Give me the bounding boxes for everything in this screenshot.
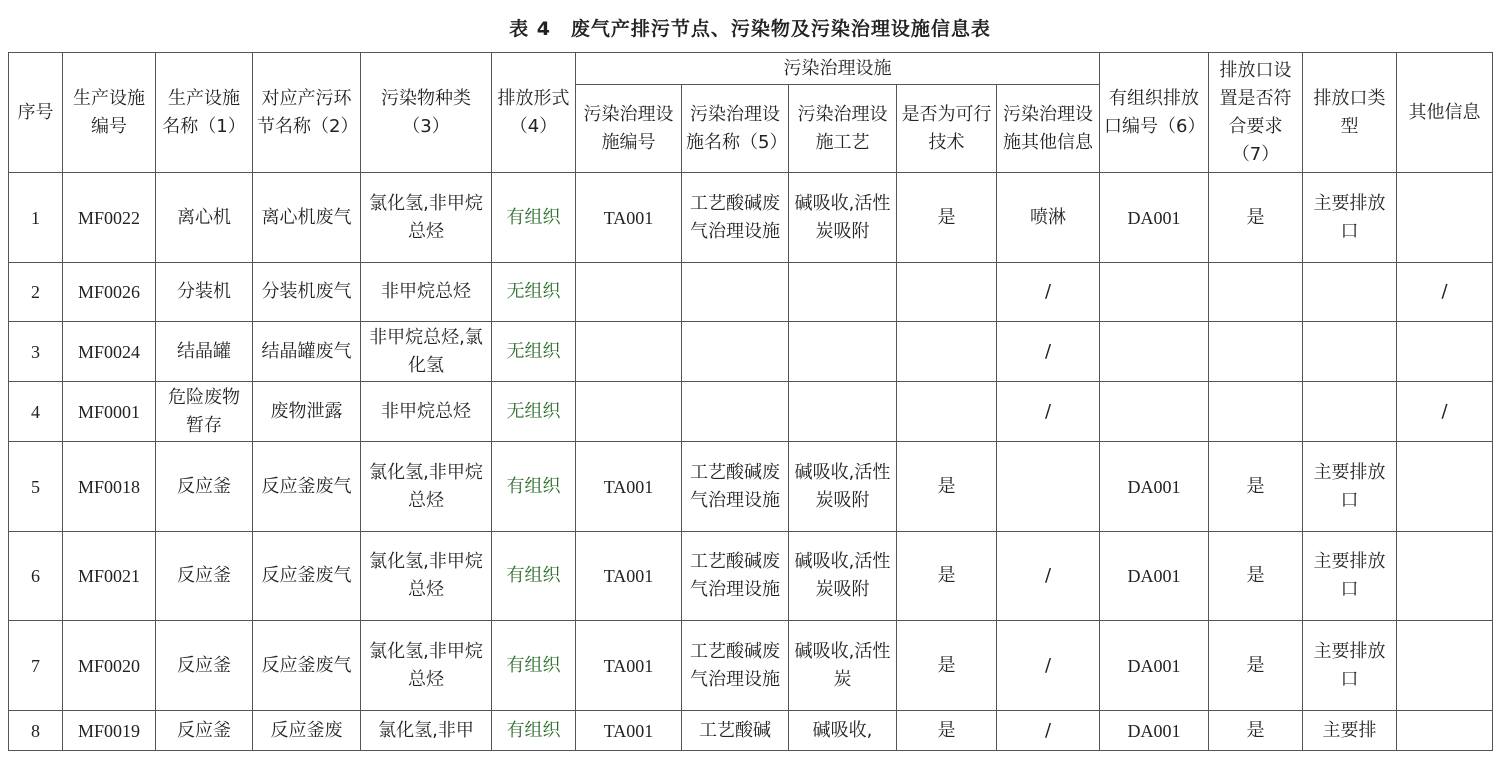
cell-outlet-type: 主要排 <box>1303 711 1397 751</box>
cell-facility-no: MF0018 <box>63 442 156 532</box>
cell-treat-name: 工艺酸碱废气治理设施 <box>682 173 789 263</box>
cell-treat-process <box>789 322 897 382</box>
cell-discharge-form: 有组织 <box>492 173 576 263</box>
cell-outlet-no <box>1100 382 1209 442</box>
cell-seq: 5 <box>9 442 63 532</box>
cell-treat-no <box>576 263 682 322</box>
header-feasible: 是否为可行技术 <box>897 85 997 173</box>
cell-outlet-no: DA001 <box>1100 173 1209 263</box>
header-treat-process: 污染治理设施工艺 <box>789 85 897 173</box>
cell-process: 废物泄露 <box>253 382 361 442</box>
table-title: 表 4 废气产排污节点、污染物及污染治理设施信息表 <box>509 18 991 40</box>
cell-discharge-form: 有组织 <box>492 621 576 711</box>
cell-treat-other: 喷淋 <box>997 173 1100 263</box>
cell-feasible <box>897 382 997 442</box>
header-facility-name: 生产设施名称（1） <box>156 53 253 173</box>
cell-treat-name: 工艺酸碱废气治理设施 <box>682 621 789 711</box>
cell-treat-process: 碱吸收,活性炭吸附 <box>789 442 897 532</box>
table-row <box>9 532 1493 621</box>
cell-treat-other: / <box>997 532 1100 621</box>
cell-process: 反应釜废气 <box>253 442 361 532</box>
cell-feasible <box>897 322 997 382</box>
cell-process: 结晶罐废气 <box>253 322 361 382</box>
cell-outlet-no: DA001 <box>1100 442 1209 532</box>
cell-feasible: 是 <box>897 442 997 532</box>
table-row <box>9 621 1493 711</box>
cell-facility-no: MF0022 <box>63 173 156 263</box>
table-row <box>9 173 1493 263</box>
cell-treat-no: TA001 <box>576 621 682 711</box>
cell-treat-name: 工艺酸碱废气治理设施 <box>682 532 789 621</box>
cell-discharge-form: 有组织 <box>492 711 576 751</box>
header-outlet-ok: 排放口设置是否符合要求（7） <box>1209 53 1303 173</box>
cell-facility-name: 反应釜 <box>156 711 253 751</box>
cell-process: 反应釜废气 <box>253 621 361 711</box>
cell-feasible: 是 <box>897 621 997 711</box>
header-discharge-form: 排放形式（4） <box>492 53 576 173</box>
cell-outlet-ok: 是 <box>1209 442 1303 532</box>
cell-treat-other: / <box>997 322 1100 382</box>
cell-feasible: 是 <box>897 173 997 263</box>
table-row <box>9 263 1493 322</box>
header-seq: 序号 <box>9 53 63 173</box>
header-outlet-no: 有组织排放口编号（6） <box>1100 53 1209 173</box>
cell-process: 反应釜废气 <box>253 532 361 621</box>
cell-other <box>1397 322 1493 382</box>
cell-outlet-ok: 是 <box>1209 711 1303 751</box>
cell-outlet-ok: 是 <box>1209 173 1303 263</box>
cell-treat-other <box>997 442 1100 532</box>
cell-treat-process <box>789 382 897 442</box>
cell-process: 分装机废气 <box>253 263 361 322</box>
cell-outlet-type: 主要排放口 <box>1303 532 1397 621</box>
cell-treat-process: 碱吸收, <box>789 711 897 751</box>
cell-seq: 8 <box>9 711 63 751</box>
cell-treat-other: / <box>997 711 1100 751</box>
cell-other: / <box>1397 263 1493 322</box>
cell-pollutant: 非甲烷总烃 <box>361 382 492 442</box>
cell-outlet-no <box>1100 263 1209 322</box>
cell-facility-name: 离心机 <box>156 173 253 263</box>
cell-outlet-type <box>1303 263 1397 322</box>
cell-pollutant: 氯化氢,非甲 <box>361 711 492 751</box>
cell-facility-name: 反应釜 <box>156 621 253 711</box>
cell-treat-other: / <box>997 382 1100 442</box>
cell-outlet-ok: 是 <box>1209 532 1303 621</box>
cell-pollutant: 非甲烷总烃 <box>361 263 492 322</box>
cell-other <box>1397 532 1493 621</box>
cell-treat-name <box>682 322 789 382</box>
cell-treat-name: 工艺酸碱 <box>682 711 789 751</box>
cell-facility-no: MF0024 <box>63 322 156 382</box>
cell-treat-process: 碱吸收,活性炭吸附 <box>789 532 897 621</box>
emissions-table <box>8 52 1493 751</box>
header-treat-name: 污染治理设施名称（5） <box>682 85 789 173</box>
cell-outlet-type <box>1303 322 1397 382</box>
cell-seq: 4 <box>9 382 63 442</box>
table-row <box>9 711 1493 751</box>
cell-other: / <box>1397 382 1493 442</box>
cell-outlet-type: 主要排放口 <box>1303 442 1397 532</box>
cell-facility-no: MF0020 <box>63 621 156 711</box>
cell-treat-process <box>789 263 897 322</box>
cell-treat-name <box>682 263 789 322</box>
cell-outlet-type: 主要排放口 <box>1303 173 1397 263</box>
cell-outlet-ok: 是 <box>1209 621 1303 711</box>
cell-pollutant: 氯化氢,非甲烷总烃 <box>361 442 492 532</box>
table-row <box>9 322 1493 382</box>
cell-treat-no: TA001 <box>576 711 682 751</box>
cell-outlet-type <box>1303 382 1397 442</box>
cell-feasible <box>897 263 997 322</box>
table-row <box>9 382 1493 442</box>
header-process: 对应产污环节名称（2） <box>253 53 361 173</box>
cell-facility-no: MF0001 <box>63 382 156 442</box>
cell-pollutant: 氯化氢,非甲烷总烃 <box>361 621 492 711</box>
cell-outlet-no: DA001 <box>1100 711 1209 751</box>
cell-treat-other: / <box>997 621 1100 711</box>
cell-facility-name: 反应釜 <box>156 442 253 532</box>
cell-facility-no: MF0021 <box>63 532 156 621</box>
cell-seq: 7 <box>9 621 63 711</box>
cell-outlet-ok <box>1209 322 1303 382</box>
cell-other <box>1397 173 1493 263</box>
header-other: 其他信息 <box>1397 53 1493 173</box>
header-facility-no: 生产设施编号 <box>63 53 156 173</box>
cell-discharge-form: 有组织 <box>492 442 576 532</box>
cell-other <box>1397 621 1493 711</box>
cell-process: 反应釜废 <box>253 711 361 751</box>
cell-outlet-no: DA001 <box>1100 532 1209 621</box>
header-outlet-type: 排放口类型 <box>1303 53 1397 173</box>
cell-outlet-type: 主要排放口 <box>1303 621 1397 711</box>
cell-seq: 6 <box>9 532 63 621</box>
cell-treat-name: 工艺酸碱废气治理设施 <box>682 442 789 532</box>
cell-feasible: 是 <box>897 532 997 621</box>
header-treat-no: 污染治理设施编号 <box>576 85 682 173</box>
cell-treat-process: 碱吸收,活性炭 <box>789 621 897 711</box>
cell-treat-name <box>682 382 789 442</box>
cell-seq: 1 <box>9 173 63 263</box>
cell-other <box>1397 442 1493 532</box>
header-treat-other: 污染治理设施其他信息 <box>997 85 1100 173</box>
cell-facility-no: MF0019 <box>63 711 156 751</box>
cell-facility-name: 分装机 <box>156 263 253 322</box>
cell-treat-process: 碱吸收,活性炭吸附 <box>789 173 897 263</box>
cell-facility-name: 危险废物暂存 <box>156 382 253 442</box>
cell-discharge-form: 无组织 <box>492 322 576 382</box>
cell-seq: 2 <box>9 263 63 322</box>
cell-discharge-form: 有组织 <box>492 532 576 621</box>
cell-treat-no: TA001 <box>576 442 682 532</box>
cell-discharge-form: 无组织 <box>492 382 576 442</box>
cell-pollutant: 非甲烷总烃,氯化氢 <box>361 322 492 382</box>
cell-outlet-ok <box>1209 263 1303 322</box>
cell-facility-name: 结晶罐 <box>156 322 253 382</box>
cell-discharge-form: 无组织 <box>492 263 576 322</box>
cell-facility-name: 反应釜 <box>156 532 253 621</box>
cell-outlet-no: DA001 <box>1100 621 1209 711</box>
header-treatment-group: 污染治理设施 <box>576 53 1100 85</box>
cell-feasible: 是 <box>897 711 997 751</box>
cell-treat-other: / <box>997 263 1100 322</box>
cell-pollutant: 氯化氢,非甲烷总烃 <box>361 173 492 263</box>
cell-process: 离心机废气 <box>253 173 361 263</box>
cell-facility-no: MF0026 <box>63 263 156 322</box>
cell-outlet-ok <box>1209 382 1303 442</box>
cell-seq: 3 <box>9 322 63 382</box>
cell-treat-no <box>576 322 682 382</box>
header-pollutant: 污染物种类（3） <box>361 53 492 173</box>
cell-outlet-no <box>1100 322 1209 382</box>
cell-treat-no: TA001 <box>576 532 682 621</box>
cell-treat-no <box>576 382 682 442</box>
cell-other <box>1397 711 1493 751</box>
cell-pollutant: 氯化氢,非甲烷总烃 <box>361 532 492 621</box>
cell-treat-no: TA001 <box>576 173 682 263</box>
table-row <box>9 442 1493 532</box>
